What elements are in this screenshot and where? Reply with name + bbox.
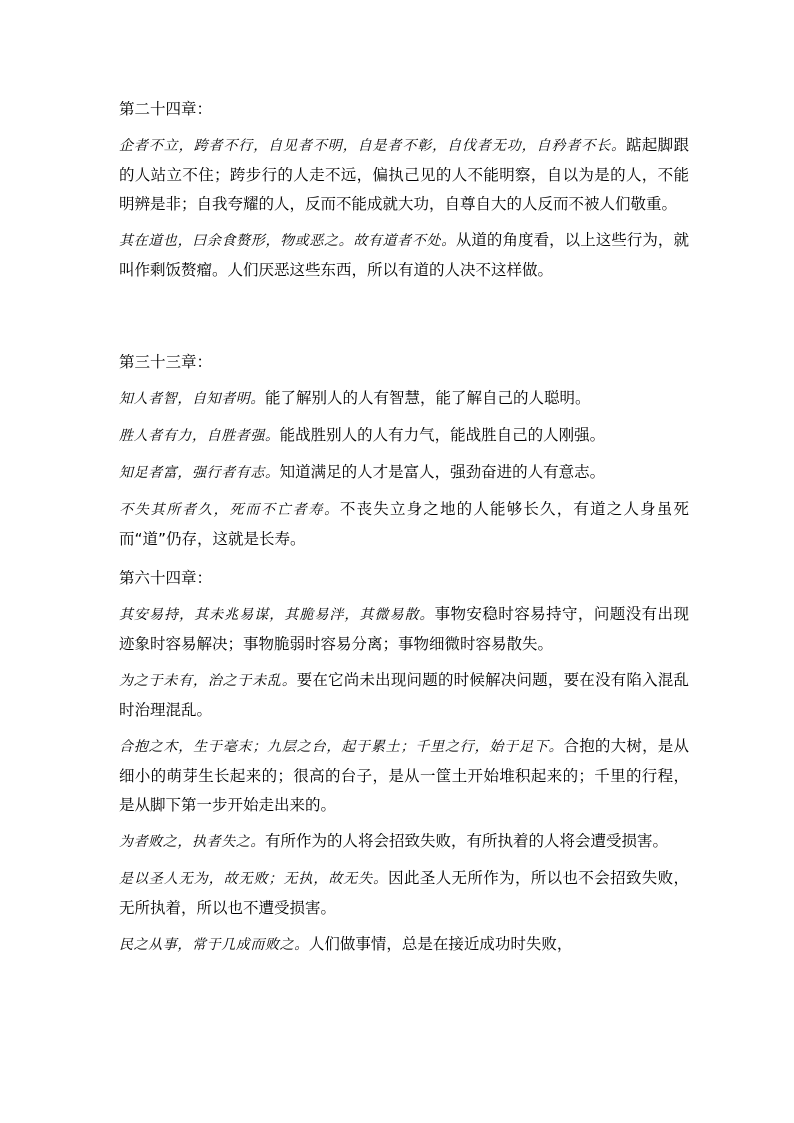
paragraph	[119, 732, 689, 820]
modern-text: 事物安稳时容易持守，问题没有出现迹象时容易解决；事物脆弱时容易分离；事物细微时容易散失。	[119, 605, 689, 653]
classic-text: 其在道也，曰余食赘形，物或恶之。故有道者不处。	[119, 233, 456, 249]
paragraph	[119, 226, 689, 285]
paragraph	[119, 421, 689, 451]
paragraph	[119, 384, 689, 414]
modern-text: 合抱的大树，是从细小的萌芽生长起来的；很高的台子，是从一筐土开始堆积起来的；千里的行程，是从脚下第一步开始走出来的。	[119, 737, 689, 814]
chapter-24	[119, 99, 689, 292]
modern-text: 有所作为的人将会招致失败，有所执着的人将会遭受损害。	[265, 832, 669, 850]
modern-text: 知道满足的人才是富人，强劲奋进的人有意志。	[279, 463, 606, 481]
chapter-title: 第二十四章：	[119, 100, 213, 118]
paragraph	[119, 666, 689, 725]
paragraph	[119, 600, 689, 659]
modern-text: 不丧失立身之地的人能够长久，有道之人身虽死而“道”仍存，这就是长寿。	[119, 500, 689, 548]
classic-text: 企者不立，跨者不行，自见者不明，自是者不彰，自伐者无功，自矜者不长。	[119, 138, 627, 154]
classic-text: 知人者智，自知者明。	[119, 391, 265, 407]
modern-text: 因此圣人无所作为，所以也不会招致失败，无所执着，所以也不遭受损害。	[119, 869, 689, 917]
classic-text: 为之于未有，治之于未乱。	[119, 673, 297, 689]
classic-text: 其安易持，其未兆易谋，其脆易泮，其微易散。	[119, 607, 435, 623]
classic-text: 民之从事，常于几成而败之。	[119, 937, 309, 953]
classic-text: 为者败之，执者失之。	[119, 834, 265, 850]
classic-text: 是以圣人无为，故无败；无执，故无失。	[119, 871, 389, 887]
paragraph	[119, 827, 689, 857]
modern-text: 要在它尚未出现问题的时候解决问题，要在没有陷入混乱时治理混乱。	[119, 671, 689, 719]
paragraph	[119, 864, 689, 923]
modern-text: 人们做事情，总是在接近成功时失败，	[308, 935, 573, 953]
modern-text: 能了解别人的人有智慧，能了解自己的人聪明。	[265, 389, 591, 407]
classic-text: 合抱之木，生于毫末；九层之台，起于累土；千里之行，始于足下。	[119, 739, 564, 755]
classic-text: 不失其所者久，死而不亡者寿。	[119, 502, 340, 518]
classic-text: 知足者富，强行者有志。	[119, 465, 280, 481]
classic-text: 胜人者有力，自胜者强。	[119, 428, 280, 444]
modern-text: 从道的角度看，以上这些行为，就叫作剩饭赘瘤。人们厌恶这些东西，所以有道的人决不这样做。	[119, 231, 689, 279]
paragraph	[119, 495, 689, 554]
chapter-33	[119, 352, 689, 561]
paragraph	[119, 131, 689, 219]
modern-text: 能战胜别人的人有力气，能战胜自己的人刚强。	[279, 426, 606, 444]
paragraph	[119, 930, 689, 960]
paragraph	[119, 458, 689, 488]
chapter-title: 第六十四章：	[119, 569, 213, 587]
chapter-64	[119, 568, 689, 967]
chapter-title: 第三十三章：	[119, 353, 213, 371]
modern-text: 踮起脚跟的人站立不住；跨步行的人走不远，偏执己见的人不能明察，自以为是的人，不能明辨是非；自我夸耀的人，反而不能成就大功，自尊自大的人反而不被人们敬重。	[119, 136, 689, 213]
